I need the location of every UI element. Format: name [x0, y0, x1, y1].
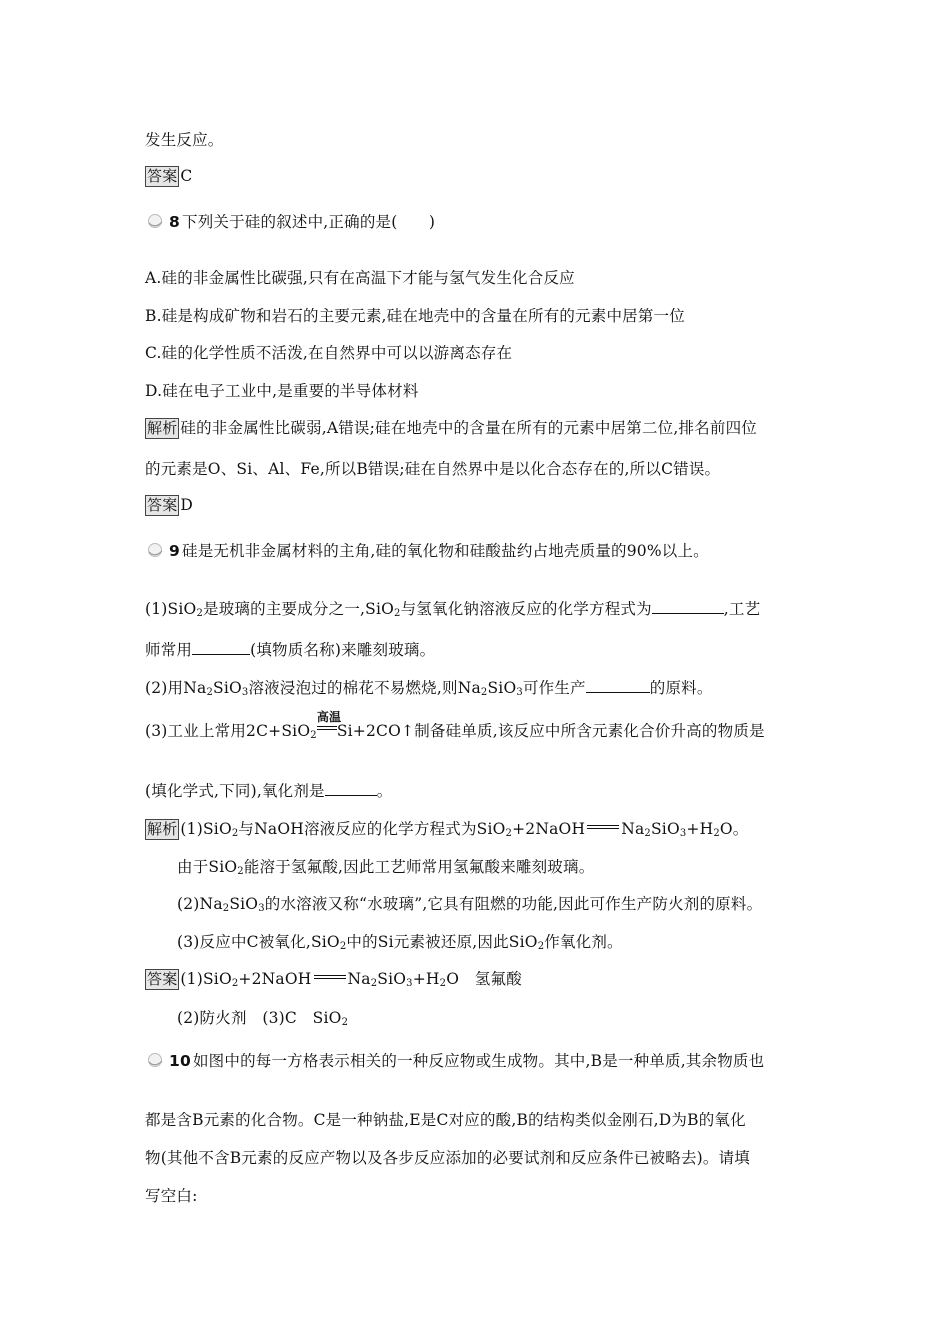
equals-sign: [312, 970, 348, 984]
equals-sign: [585, 820, 621, 834]
answer-tag: 答案: [147, 167, 178, 185]
explanation-9-line3: $(2)Na_2SiO_3$的水溶液又称“水玻璃”,它具有阻燃的功能,因此可作生产防火剂的原料。: [177, 895, 763, 914]
answer-7: 答案 C: [147, 167, 193, 185]
fill-blank[interactable]: [652, 599, 724, 614]
question-9-part3-cont: (填化学式,下同),氧化剂是 。: [145, 782, 393, 800]
answer-8: 答案 D: [147, 496, 194, 514]
answer-tag: 答案: [147, 496, 178, 514]
question-10-line2: 都是含B元素的化合物。C是一种钠盐,E是C对应的酸,B的结构类似金刚石,D为B的氧化: [145, 1111, 746, 1129]
answer-9-line1: 答案 (1)SiO$_2$+2NaOH $Na_2SiO_3+H_2O$ 氢氟酸: [147, 970, 522, 989]
explanation-9-line2: 由于SiO$_2$能溶于氢氟酸,因此工艺师常用氢氟酸来雕刻玻璃。: [177, 858, 595, 877]
explanation-tag: 解析: [147, 419, 178, 437]
fill-blank[interactable]: [586, 678, 650, 693]
explanation-tag: 解析: [147, 820, 178, 838]
text-line: 发生反应。: [145, 131, 224, 149]
explanation-9-line4: (3)反应中C被氧化,SiO$_2$中的Si元素被还原,因此SiO$_2$作氧化剂。: [177, 933, 623, 952]
question-marker-icon: [145, 543, 165, 557]
option-b: B.硅是构成矿物和岩石的主要元素,硅在地壳中的含量在所有的元素中居第一位: [145, 307, 685, 325]
reaction-condition: 高温: [317, 722, 337, 736]
question-9-part2: (2)用$Na_2SiO_3$溶液浸泡过的棉花不易燃烧,则$Na_2SiO_3$可作生产 的原料。: [145, 679, 713, 698]
answer-9-line2: (2)防火剂 (3)C SiO$_2$: [177, 1009, 349, 1028]
explanation-8-line2: 的元素是O、Si、Al、Fe,所以B错误;硅在自然界中是以化合态存在的,所以C错误。: [145, 460, 721, 478]
question-10-line4: 写空白:: [145, 1187, 198, 1205]
explanation-8-line1: 解析 硅的非金属性比碳弱,A错误;硅在地壳中的含量在所有的元素中居第二位,排名前四位: [147, 419, 757, 437]
option-a: A.硅的非金属性比碳强,只有在高温下才能与氢气发生化合反应: [145, 269, 575, 287]
question-9-part3: (3)工业上常用2C+SiO$_2$ 高温 Si+2CO↑制备硅单质,该反应中所含元素化合价升高的物质是: [145, 710, 765, 741]
option-c: C.硅的化学性质不活泼,在自然界中可以以游离态存在: [145, 344, 513, 362]
explanation-9-line1: 解析 (1)SiO$_2$与NaOH溶液反应的化学方程式为SiO$_2$+2NaOH $Na_2SiO_3+H_2O$。: [147, 820, 749, 839]
question-10-line3: 物(其他不含B元素的反应产物以及各步反应添加的必要试剂和反应条件已被略去)。请填: [145, 1149, 750, 1167]
fill-blank[interactable]: [325, 781, 377, 796]
question-9-part1-cont: 师常用 (填物质名称)来雕刻玻璃。: [145, 641, 436, 659]
question-marker-icon: [145, 1053, 165, 1067]
question-10-line1: 10 如图中的每一方格表示相关的一种反应物或生成物。其中,B是一种单质,其余物质也: [145, 1049, 764, 1071]
question-9: 9 硅是无机非金属材料的主角,硅的氧化物和硅酸盐约占地壳质量的90%以上。: [145, 539, 709, 561]
answer-tag: 答案: [147, 970, 178, 988]
fill-blank[interactable]: [192, 640, 250, 655]
question-9-part1: (1)SiO$_2$是玻璃的主要成分之一,SiO$_2$与氢氧化钠溶液反应的化学方程式为 ,工艺: [145, 600, 761, 619]
question-marker-icon: [145, 214, 165, 228]
option-d: D.硅在电子工业中,是重要的半导体材料: [145, 382, 419, 400]
question-8: 8 下列关于硅的叙述中,正确的是( ): [145, 210, 435, 232]
